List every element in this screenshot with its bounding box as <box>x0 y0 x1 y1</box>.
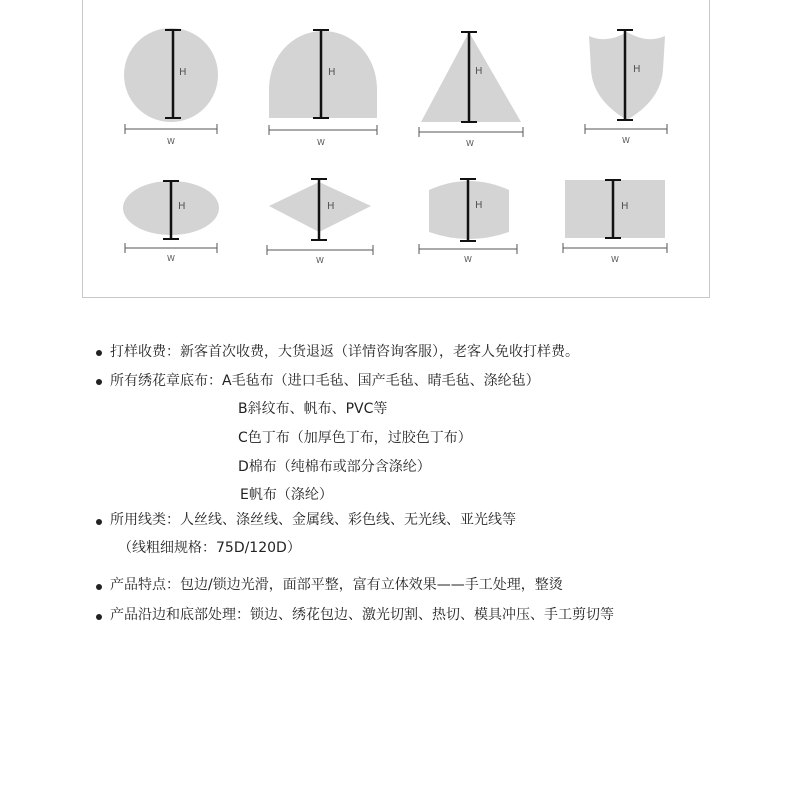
height-label: H <box>633 64 641 75</box>
width-label: W <box>611 255 619 264</box>
width-label: W <box>317 138 325 147</box>
bullet-dot <box>96 379 102 385</box>
bullet-dot <box>96 519 102 525</box>
width-label: W <box>316 256 324 265</box>
note-features: 产品特点：包边/锁边光滑，面部平整，富有立体效果——手工处理，整烫 <box>110 577 563 593</box>
width-label: W <box>464 255 472 264</box>
width-label: W <box>167 137 175 146</box>
note-edge-processing: 产品沿边和底部处理：锁边、绣花包边、激光切割、热切、模具冲压、手工剪切等 <box>110 607 614 623</box>
height-label: H <box>328 67 336 78</box>
bullet-dot <box>96 614 102 620</box>
height-label: H <box>178 201 186 212</box>
height-label: H <box>475 66 483 77</box>
height-label: H <box>475 200 483 211</box>
note-thread-types: 所用线类：人丝线、涤丝线、金属线、彩色线、无光线、亚光线等 <box>110 512 516 528</box>
height-label: H <box>621 201 629 212</box>
note-base-fabric-a: 所有绣花章底布：A毛毡布（进口毛毡、国产毛毡、晴毛毡、涤纶毡） <box>110 373 540 389</box>
note-base-fabric-c: C色丁布（加厚色丁布，过胶色丁布） <box>238 430 472 446</box>
note-thread-spec: （线粗细规格：75D/120D） <box>118 540 301 556</box>
bullet-dot <box>96 584 102 590</box>
note-base-fabric-b: B斜纹布、帆布、PVC等 <box>238 401 388 417</box>
width-label: W <box>622 136 630 145</box>
note-base-fabric-d: D棉布（纯棉布或部分含涤纶） <box>238 459 431 475</box>
note-sample-fee: 打样收费：新客首次收费，大货退返（详情咨询客服），老客人免收打样费。 <box>110 344 579 360</box>
width-label: W <box>466 139 474 148</box>
height-label: H <box>327 201 335 212</box>
width-label: W <box>167 254 175 263</box>
bullet-dot <box>96 350 102 356</box>
height-label: H <box>179 67 187 78</box>
note-base-fabric-e: E帆布（涤纶） <box>240 487 333 503</box>
